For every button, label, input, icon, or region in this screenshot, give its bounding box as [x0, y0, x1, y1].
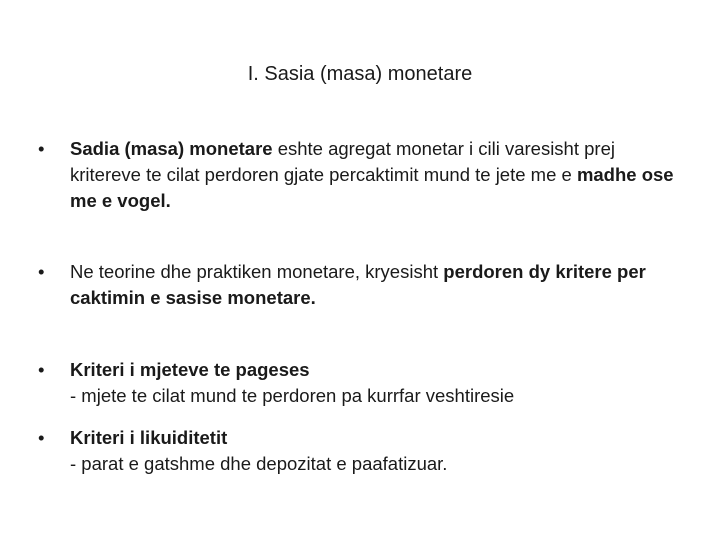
bold-text: Kriteri i mjeteve te pageses	[70, 359, 310, 380]
bullet-text	[70, 136, 688, 214]
bullet-item	[38, 425, 688, 477]
plain-text: Ne teorine dhe praktiken monetare, kryesisht	[70, 261, 444, 282]
slide-title: I. Sasia (masa) monetare	[247, 63, 473, 85]
bold-text: Sadia (masa) monetare	[70, 138, 273, 159]
bullet-marker: •	[38, 138, 45, 159]
bullet-item	[38, 259, 688, 311]
bullet-item	[38, 136, 688, 214]
bold-text: madhe ose me e vogel.	[70, 164, 674, 211]
bullet-text	[70, 357, 688, 409]
bold-text: perdoren dy kritere per caktimin e sasise monetare.	[70, 261, 646, 308]
bullet-marker: •	[38, 261, 45, 282]
bullet-item	[38, 357, 688, 409]
bullet-text	[70, 259, 688, 311]
bullet-marker: •	[38, 359, 45, 380]
sub-text: - mjete te cilat mund te perdoren pa kurrfar veshtiresie	[70, 385, 515, 406]
plain-text: eshte agregat monetar i cili varesisht prej kritereve te cilat perdoren gjate percaktimit mund te jete me e	[70, 138, 615, 185]
bold-text: Kriteri i likuiditetit	[70, 427, 228, 448]
bullet-marker: •	[38, 427, 45, 448]
sub-text: - parat e gatshme dhe depozitat e paafatizuar.	[70, 453, 448, 474]
bullet-text	[70, 425, 688, 477]
